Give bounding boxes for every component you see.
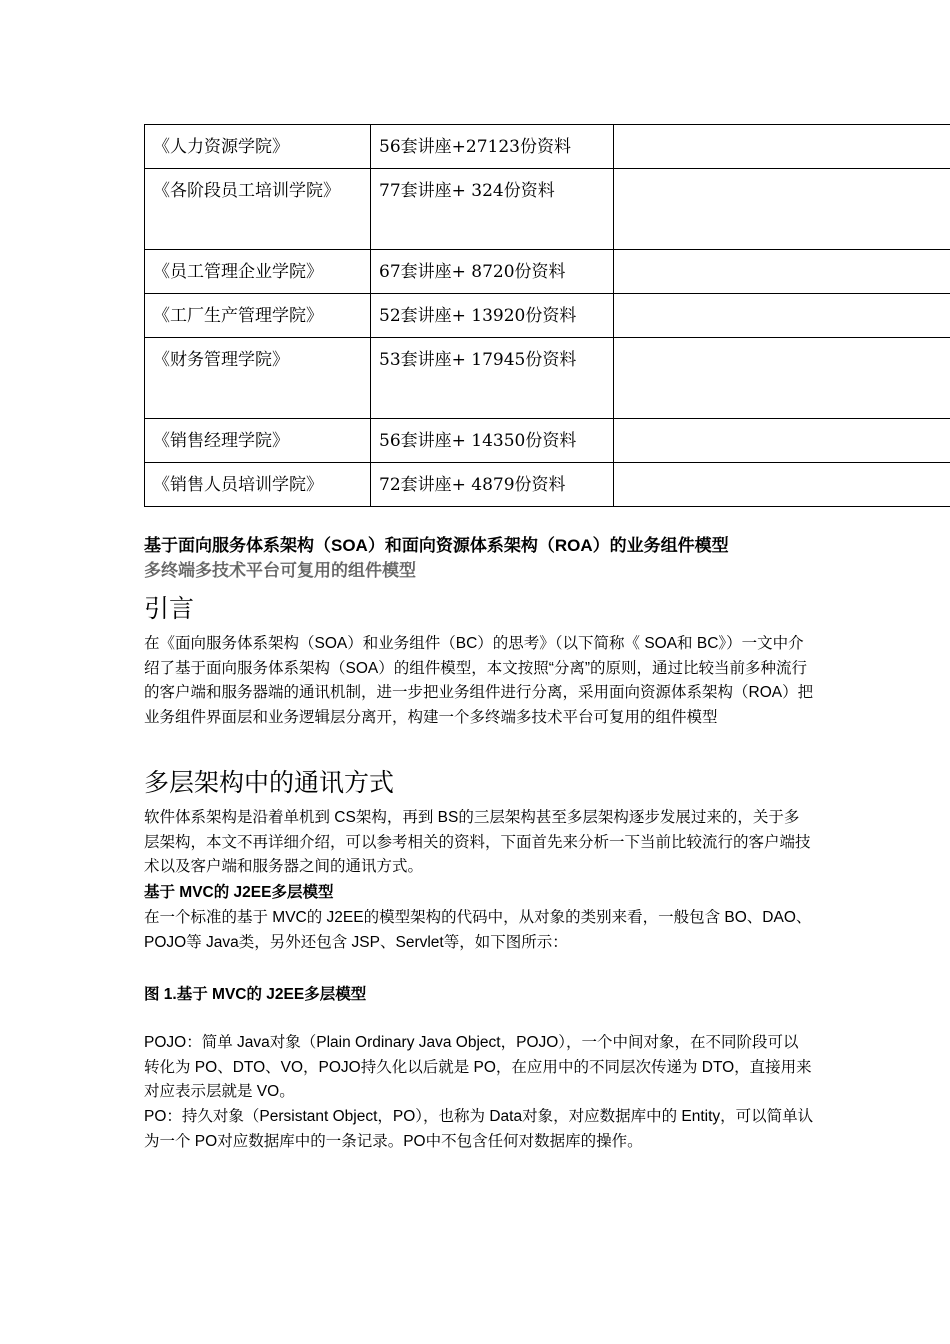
table-cell-note [614, 338, 950, 419]
table-row [145, 125, 950, 169]
article-subtitle: 多终端多技术平台可复用的组件模型 [144, 561, 416, 580]
section-heading-communication: 多层架构中的通讯方式 [144, 769, 395, 797]
table-cell-note [614, 463, 950, 507]
table-cell-content: 52套讲座+ 13920份资料 [371, 294, 614, 338]
table-cell-name: 《财务管理学院》 [145, 338, 371, 419]
table-cell-content: 56套讲座+27123份资料 [371, 125, 614, 169]
table-cell-content: 56套讲座+ 14350份资料 [371, 419, 614, 463]
communication-paragraph: 软件体系架构是沿着单机到 CS架构，再到 BS的三层架构甚至多层架构逐步发展过来的，关于多层架构，本文不再详细介绍，可以参考相关的资料，下面首先来分析一下当前比较流行的客户端技术以及客户端和服务器之间的通讯方式。 [144, 809, 811, 875]
table-row [145, 338, 950, 419]
table-cell-content: 67套讲座+ 8720份资料 [371, 250, 614, 294]
intro-paragraph: 在《面向服务体系架构（SOA）和业务组件（BC）的思考》（以下简称《 SOA和 BC》）一文中介绍了基于面向服务体系架构（SOA）的组件模型，本文按照“分离”的原则，通过比较当前多种流行的客户端和服务器端的通讯机制，进一步把业务组件进行分离，采用面向资源体系架构（ROA）把业务组件界面层和业务逻辑层分离开，构建一个多终端多技术平台可复用的组件模型 [144, 635, 814, 726]
article-title: 基于面向服务体系架构（SOA）和面向资源体系架构（ROA）的业务组件模型 [144, 536, 729, 555]
table-row [145, 250, 950, 294]
table-cell-content: 77套讲座+ 324份资料 [371, 169, 614, 250]
table-cell-name: 《人力资源学院》 [145, 125, 371, 169]
po-paragraph: PO：持久对象（Persistant Object，PO），也称为 Data对象，对应数据库中的 Entity，可以简单认为一个 PO对应数据库中的一条记录。PO中不包含任何对数据库的操作。 [144, 1108, 814, 1150]
table-cell-note [614, 125, 950, 169]
figure-caption: 图 1.基于 MVC的 J2EE多层模型 [144, 986, 367, 1003]
pojo-paragraph: POJO：简单 Java对象（Plain Ordinary Java Object，POJO），一个中间对象，在不同阶段可以转化为 PO、DTO、VO，POJO持久化以后就是 PO，在应用中的不同层次传递为 DTO，直接用来对应表示层就是 VO。 [144, 1034, 812, 1100]
table-cell-name: 《销售经理学院》 [145, 419, 371, 463]
table-row [145, 294, 950, 338]
table-cell-name: 《各阶段员工培训学院》 [145, 169, 371, 250]
table-cell-name: 《员工管理企业学院》 [145, 250, 371, 294]
section-heading-intro: 引言 [144, 595, 195, 623]
mvc-paragraph: 在一个标准的基于 MVC的 J2EE的模型架构的代码中，从对象的类别来看，一般包含 BO、DAO、POJO等 Java类，另外还包含 JSP、Servlet等，如下图所示： [144, 909, 812, 951]
table-cell-name: 《工厂生产管理学院》 [145, 294, 371, 338]
table-cell-note [614, 169, 950, 250]
table-cell-content: 53套讲座+ 17945份资料 [371, 338, 614, 419]
table-cell-note [614, 419, 950, 463]
subsection-heading-mvc: 基于 MVC的 J2EE多层模型 [144, 884, 334, 901]
table-cell-note [614, 250, 950, 294]
table-cell-note [614, 294, 950, 338]
table-cell-content: 72套讲座+ 4879份资料 [371, 463, 614, 507]
table-cell-name: 《销售人员培训学院》 [145, 463, 371, 507]
resource-table [144, 124, 950, 507]
table-row [145, 419, 950, 463]
table-row [145, 169, 950, 250]
table-row [145, 463, 950, 507]
